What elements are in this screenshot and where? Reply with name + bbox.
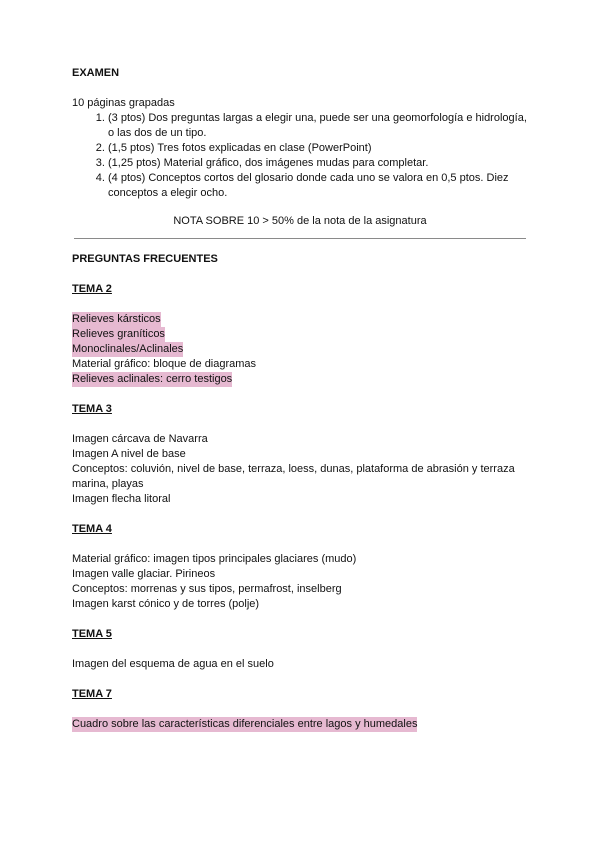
topic-line — [72, 462, 528, 492]
highlighted-text: Relieves aclinales: cerro testigos — [72, 373, 233, 385]
topic-text: Material gráfico: bloque de diagramas — [72, 358, 257, 370]
topic-text: Imagen A nivel de base — [72, 448, 186, 460]
topic-section — [72, 522, 528, 627]
topic-heading: TEMA 7 — [72, 688, 112, 700]
faq-title: PREGUNTAS FRECUENTES — [72, 253, 218, 265]
topic-text: Imagen karst cónico y de torres (polje) — [72, 598, 260, 610]
topic-line — [72, 432, 528, 447]
topic-text: Imagen cárcava de Navarra — [72, 433, 208, 445]
topic-text: Imagen del esquema de agua en el suelo — [72, 658, 274, 670]
topic-line — [72, 717, 528, 732]
exam-intro: 10 páginas grapadas — [72, 97, 175, 109]
topic-text: Conceptos: coluvión, nivel de base, terraza, loess, dunas, plataforma de abrasión y terraza marina, playas — [72, 463, 515, 490]
topic-line — [72, 327, 528, 342]
highlighted-text: Cuadro sobre las características diferenciales entre lagos y humedales — [72, 718, 418, 730]
topic-section — [72, 402, 528, 522]
topic-line — [72, 372, 528, 387]
topic-text: Material gráfico: imagen tipos principales glaciares (mudo) — [72, 553, 357, 565]
topic-text: Conceptos: morrenas y sus tipos, permafrost, inselberg — [72, 583, 342, 595]
topic-line — [72, 342, 528, 357]
exam-title: EXAMEN — [72, 67, 120, 79]
topic-heading: TEMA 2 — [72, 283, 112, 295]
topic-line — [72, 657, 528, 672]
topic-section — [72, 687, 528, 732]
topic-line — [72, 357, 528, 372]
topic-heading: TEMA 3 — [72, 403, 112, 415]
highlighted-text: Relieves graníticos — [72, 328, 165, 340]
exam-note: NOTA SOBRE 10 > 50% de la nota de la asignatura — [173, 215, 427, 227]
topic-line — [72, 567, 528, 582]
highlighted-text: Relieves kársticos — [72, 313, 161, 325]
faq-topics — [72, 282, 528, 732]
topic-line — [72, 582, 528, 597]
document-page — [72, 66, 528, 732]
topic-line — [72, 447, 528, 462]
exam-item: 3. (1,25 ptos) Material gráfico, dos imágenes mudas para completar. — [108, 156, 528, 171]
topic-heading: TEMA 4 — [72, 523, 112, 535]
topic-heading: TEMA 5 — [72, 628, 112, 640]
topic-line — [72, 597, 528, 612]
topic-line — [72, 552, 528, 567]
exam-item: 2. (1,5 ptos) Tres fotos explicadas en clase (PowerPoint) — [108, 141, 528, 156]
topic-text: Imagen valle glaciar. Pirineos — [72, 568, 216, 580]
topic-line — [72, 492, 528, 507]
topic-section — [72, 627, 528, 687]
exam-item: 4. (4 ptos) Conceptos cortos del glosario donde cada uno se valora en 0,5 ptos. Diez conceptos a elegir ocho. — [108, 171, 528, 201]
highlighted-text: Monoclinales/Aclinales — [72, 343, 184, 355]
topic-text: Imagen flecha litoral — [72, 493, 171, 505]
exam-items-list — [72, 111, 528, 201]
topic-section — [72, 282, 528, 402]
exam-item: 1. (3 ptos) Dos preguntas largas a elegir una, puede ser una geomorfología e hidrología, o las dos de un tipo. — [108, 111, 528, 141]
topic-line — [72, 312, 528, 327]
